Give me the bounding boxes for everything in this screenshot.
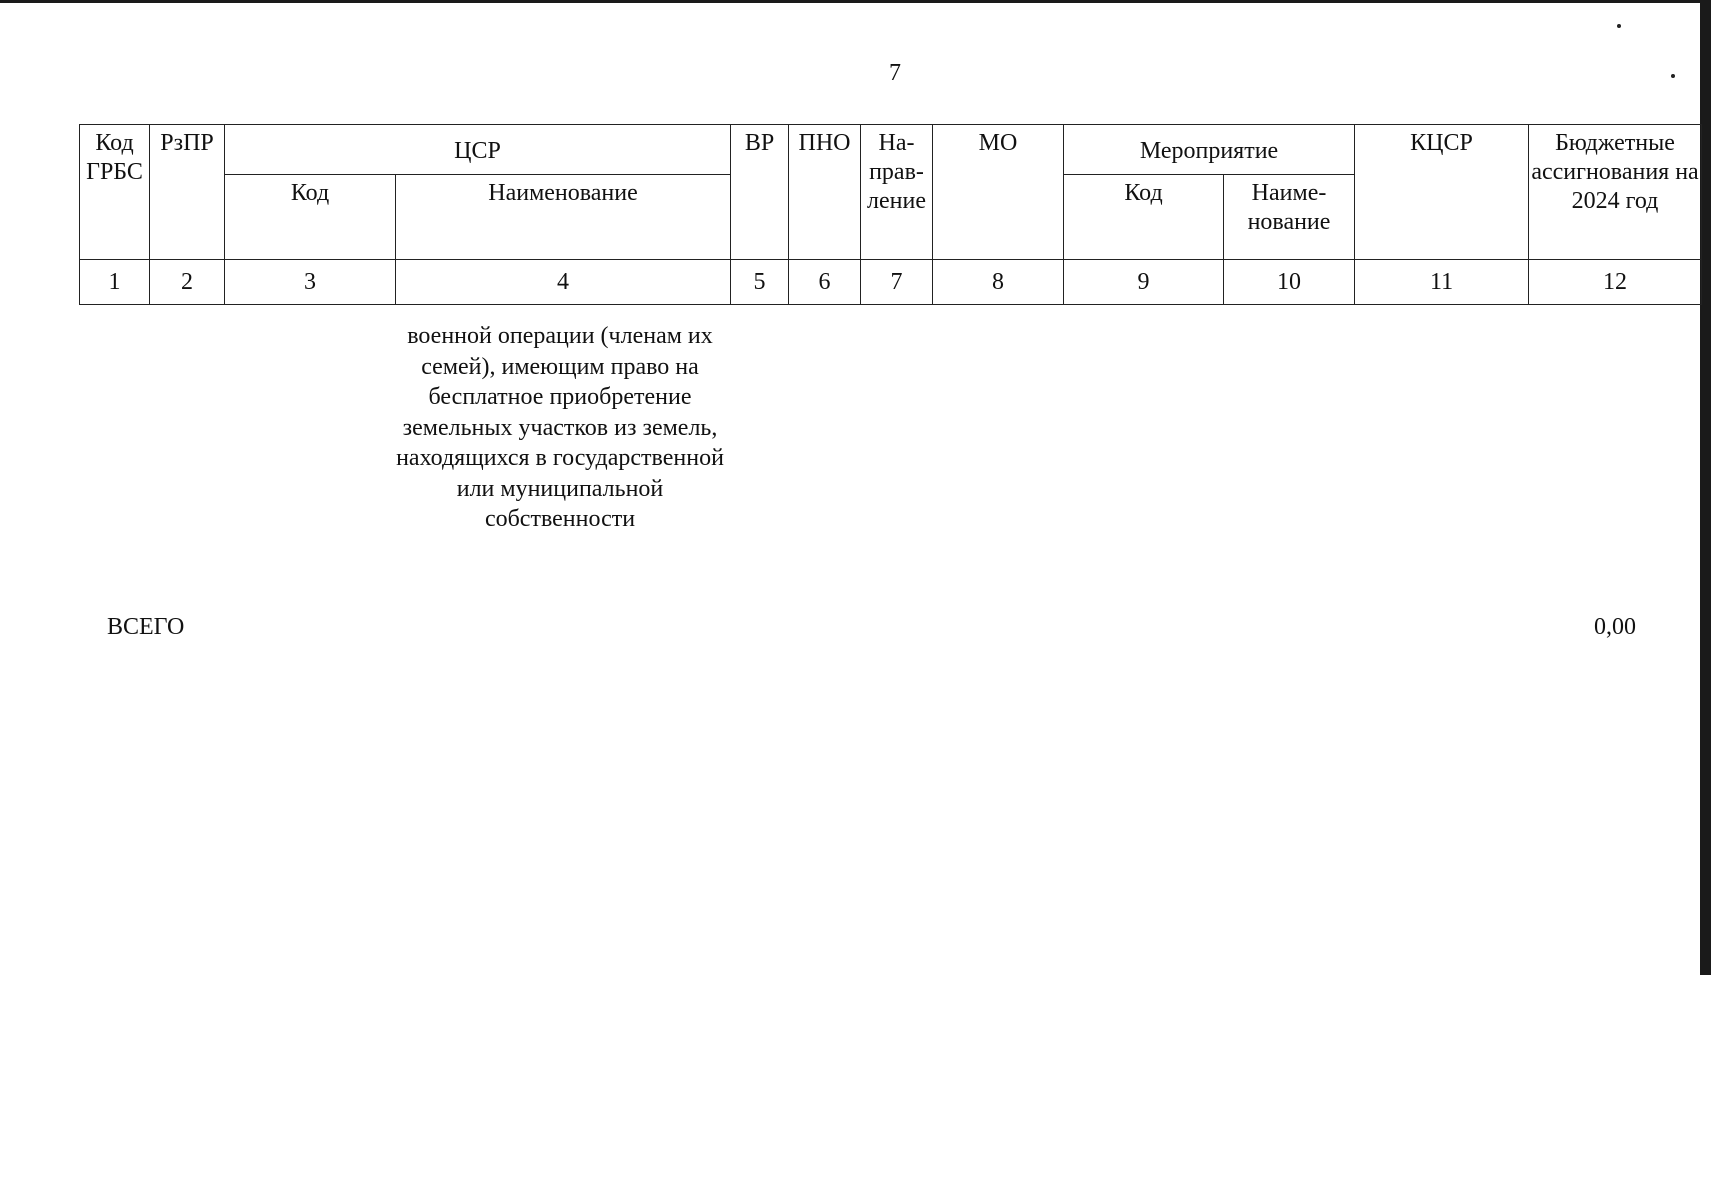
header-csr-name: Наименование [396, 175, 731, 260]
header-csr-kod: Код [225, 175, 396, 260]
page-number: 7 [889, 60, 901, 86]
column-number: 12 [1529, 260, 1702, 305]
header-vr: ВР [731, 125, 789, 260]
header-mo: МО [933, 125, 1064, 260]
column-number: 9 [1064, 260, 1224, 305]
header-kcsr: КЦСР [1355, 125, 1529, 260]
header-rzpr: РзПР [150, 125, 225, 260]
header-napravlenie: На-прав-ление [861, 125, 933, 260]
header-mer-kod: Код [1064, 175, 1224, 260]
header-row-top [80, 125, 1702, 175]
header-mer-name: Наиме-нование [1224, 175, 1355, 260]
column-number: 1 [80, 260, 150, 305]
header-budget: Бюджетные ассигнования на 2024 год [1529, 125, 1702, 260]
scan-speck [1671, 74, 1675, 78]
budget-table [79, 124, 1702, 305]
row-name-text: военной операции (членам их семей), имеющим право на бесплатное приобретение земельных участков из земель, находящихся в государственной или муниципальной собственности [396, 323, 724, 532]
column-number: 3 [225, 260, 396, 305]
header-meropriyatie: Мероприятие [1064, 125, 1355, 175]
column-number: 2 [150, 260, 225, 305]
header-kod-grbs: Код ГРБС [80, 125, 150, 260]
column-number: 6 [789, 260, 861, 305]
column-number: 8 [933, 260, 1064, 305]
column-number: 5 [731, 260, 789, 305]
scan-edge-top [0, 0, 1711, 3]
column-number-row [80, 260, 1702, 305]
total-label: ВСЕГО [107, 614, 185, 640]
column-number: 10 [1224, 260, 1355, 305]
total-value: 0,00 [1594, 614, 1636, 640]
column-number: 4 [396, 260, 731, 305]
header-pno: ПНО [789, 125, 861, 260]
column-number: 7 [861, 260, 933, 305]
scan-speck [1617, 24, 1621, 28]
header-csr: ЦСР [225, 125, 731, 175]
column-number: 11 [1355, 260, 1529, 305]
